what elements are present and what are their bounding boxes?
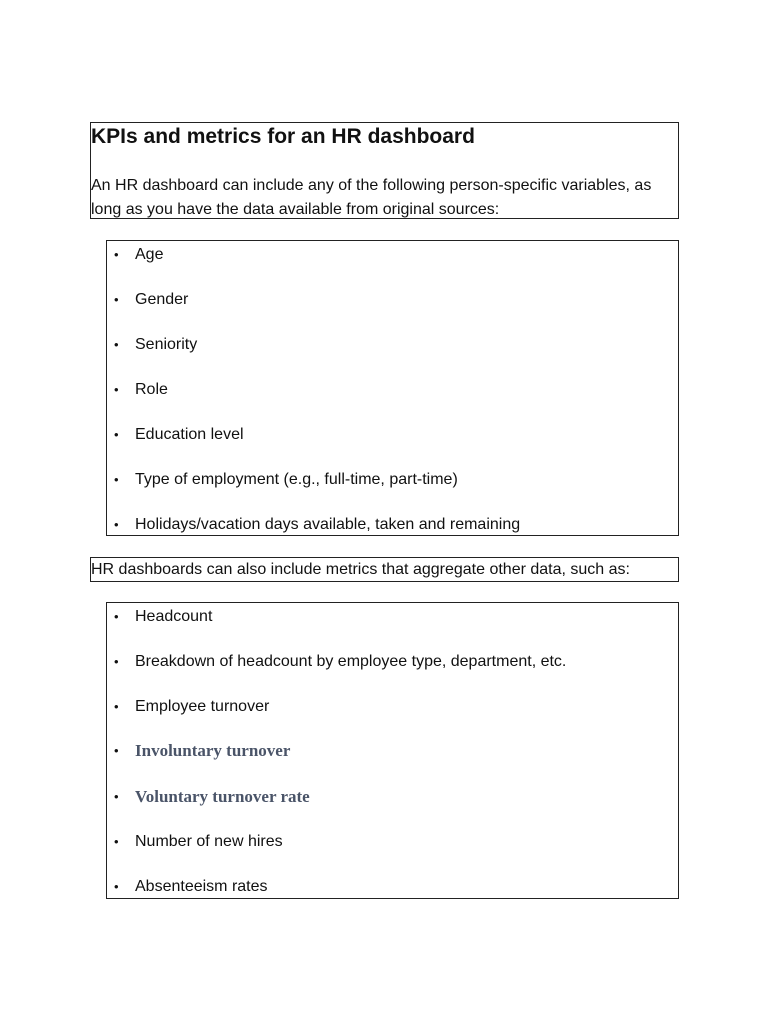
bullet-icon: •: [114, 834, 119, 849]
list-item-label: Gender: [135, 291, 189, 308]
intro-section: [90, 122, 679, 219]
list-item: [107, 875, 678, 899]
bullet-icon: •: [114, 789, 119, 804]
personal-variables-list: [106, 240, 679, 536]
list-item-label: Seniority: [135, 336, 198, 353]
list-item: [107, 288, 678, 312]
list-item: [107, 650, 678, 674]
involuntary-turnover-link[interactable]: Involuntary turnover: [135, 741, 291, 760]
list-item-label: Headcount: [135, 608, 213, 625]
aggregate-metrics-list: [106, 602, 679, 899]
bullet-icon: •: [114, 879, 119, 894]
list-item-label: Holidays/vacation days available, taken and remaining: [135, 516, 521, 533]
list-item-label: Breakdown of headcount by employee type, department, etc.: [135, 653, 567, 670]
bullet-icon: •: [114, 472, 119, 487]
list-item-label: Number of new hires: [135, 833, 283, 850]
aggregate-section: [90, 557, 679, 582]
list-item: [107, 605, 678, 629]
bullet-icon: •: [114, 292, 119, 307]
page-title: KPIs and metrics for an HR dashboard: [91, 125, 475, 148]
list-item: [107, 785, 678, 809]
intro-paragraph: An HR dashboard can include any of the following person-specific variables, as long as you have the data available from original sources:: [91, 177, 652, 218]
bullet-icon: •: [114, 382, 119, 397]
bullet-icon: •: [114, 654, 119, 669]
bullet-icon: •: [114, 247, 119, 262]
aggregate-paragraph: HR dashboards can also include metrics that aggregate other data, such as:: [91, 561, 630, 578]
bullet-icon: •: [114, 699, 119, 714]
bullet-icon: •: [114, 337, 119, 352]
bullet-icon: •: [114, 609, 119, 624]
list-item: [107, 378, 678, 402]
bullet-icon: •: [114, 517, 119, 532]
list-item: [107, 423, 678, 447]
list-item: [107, 333, 678, 357]
list-item-label: Education level: [135, 426, 244, 443]
list-item: [107, 468, 678, 492]
voluntary-turnover-rate-link[interactable]: Voluntary turnover rate: [135, 787, 310, 806]
list-item: [107, 830, 678, 854]
bullet-icon: •: [114, 743, 119, 758]
list-item-label: Type of employment (e.g., full-time, part-time): [135, 471, 458, 488]
list-item-label: Employee turnover: [135, 698, 270, 715]
list-item: [107, 739, 678, 763]
list-item-label: Role: [135, 381, 168, 398]
list-item-label: Absenteeism rates: [135, 878, 268, 895]
list-item: [107, 243, 678, 267]
list-item: [107, 695, 678, 719]
bullet-icon: •: [114, 427, 119, 442]
list-item-label: Age: [135, 246, 164, 263]
list-item: [107, 513, 678, 537]
